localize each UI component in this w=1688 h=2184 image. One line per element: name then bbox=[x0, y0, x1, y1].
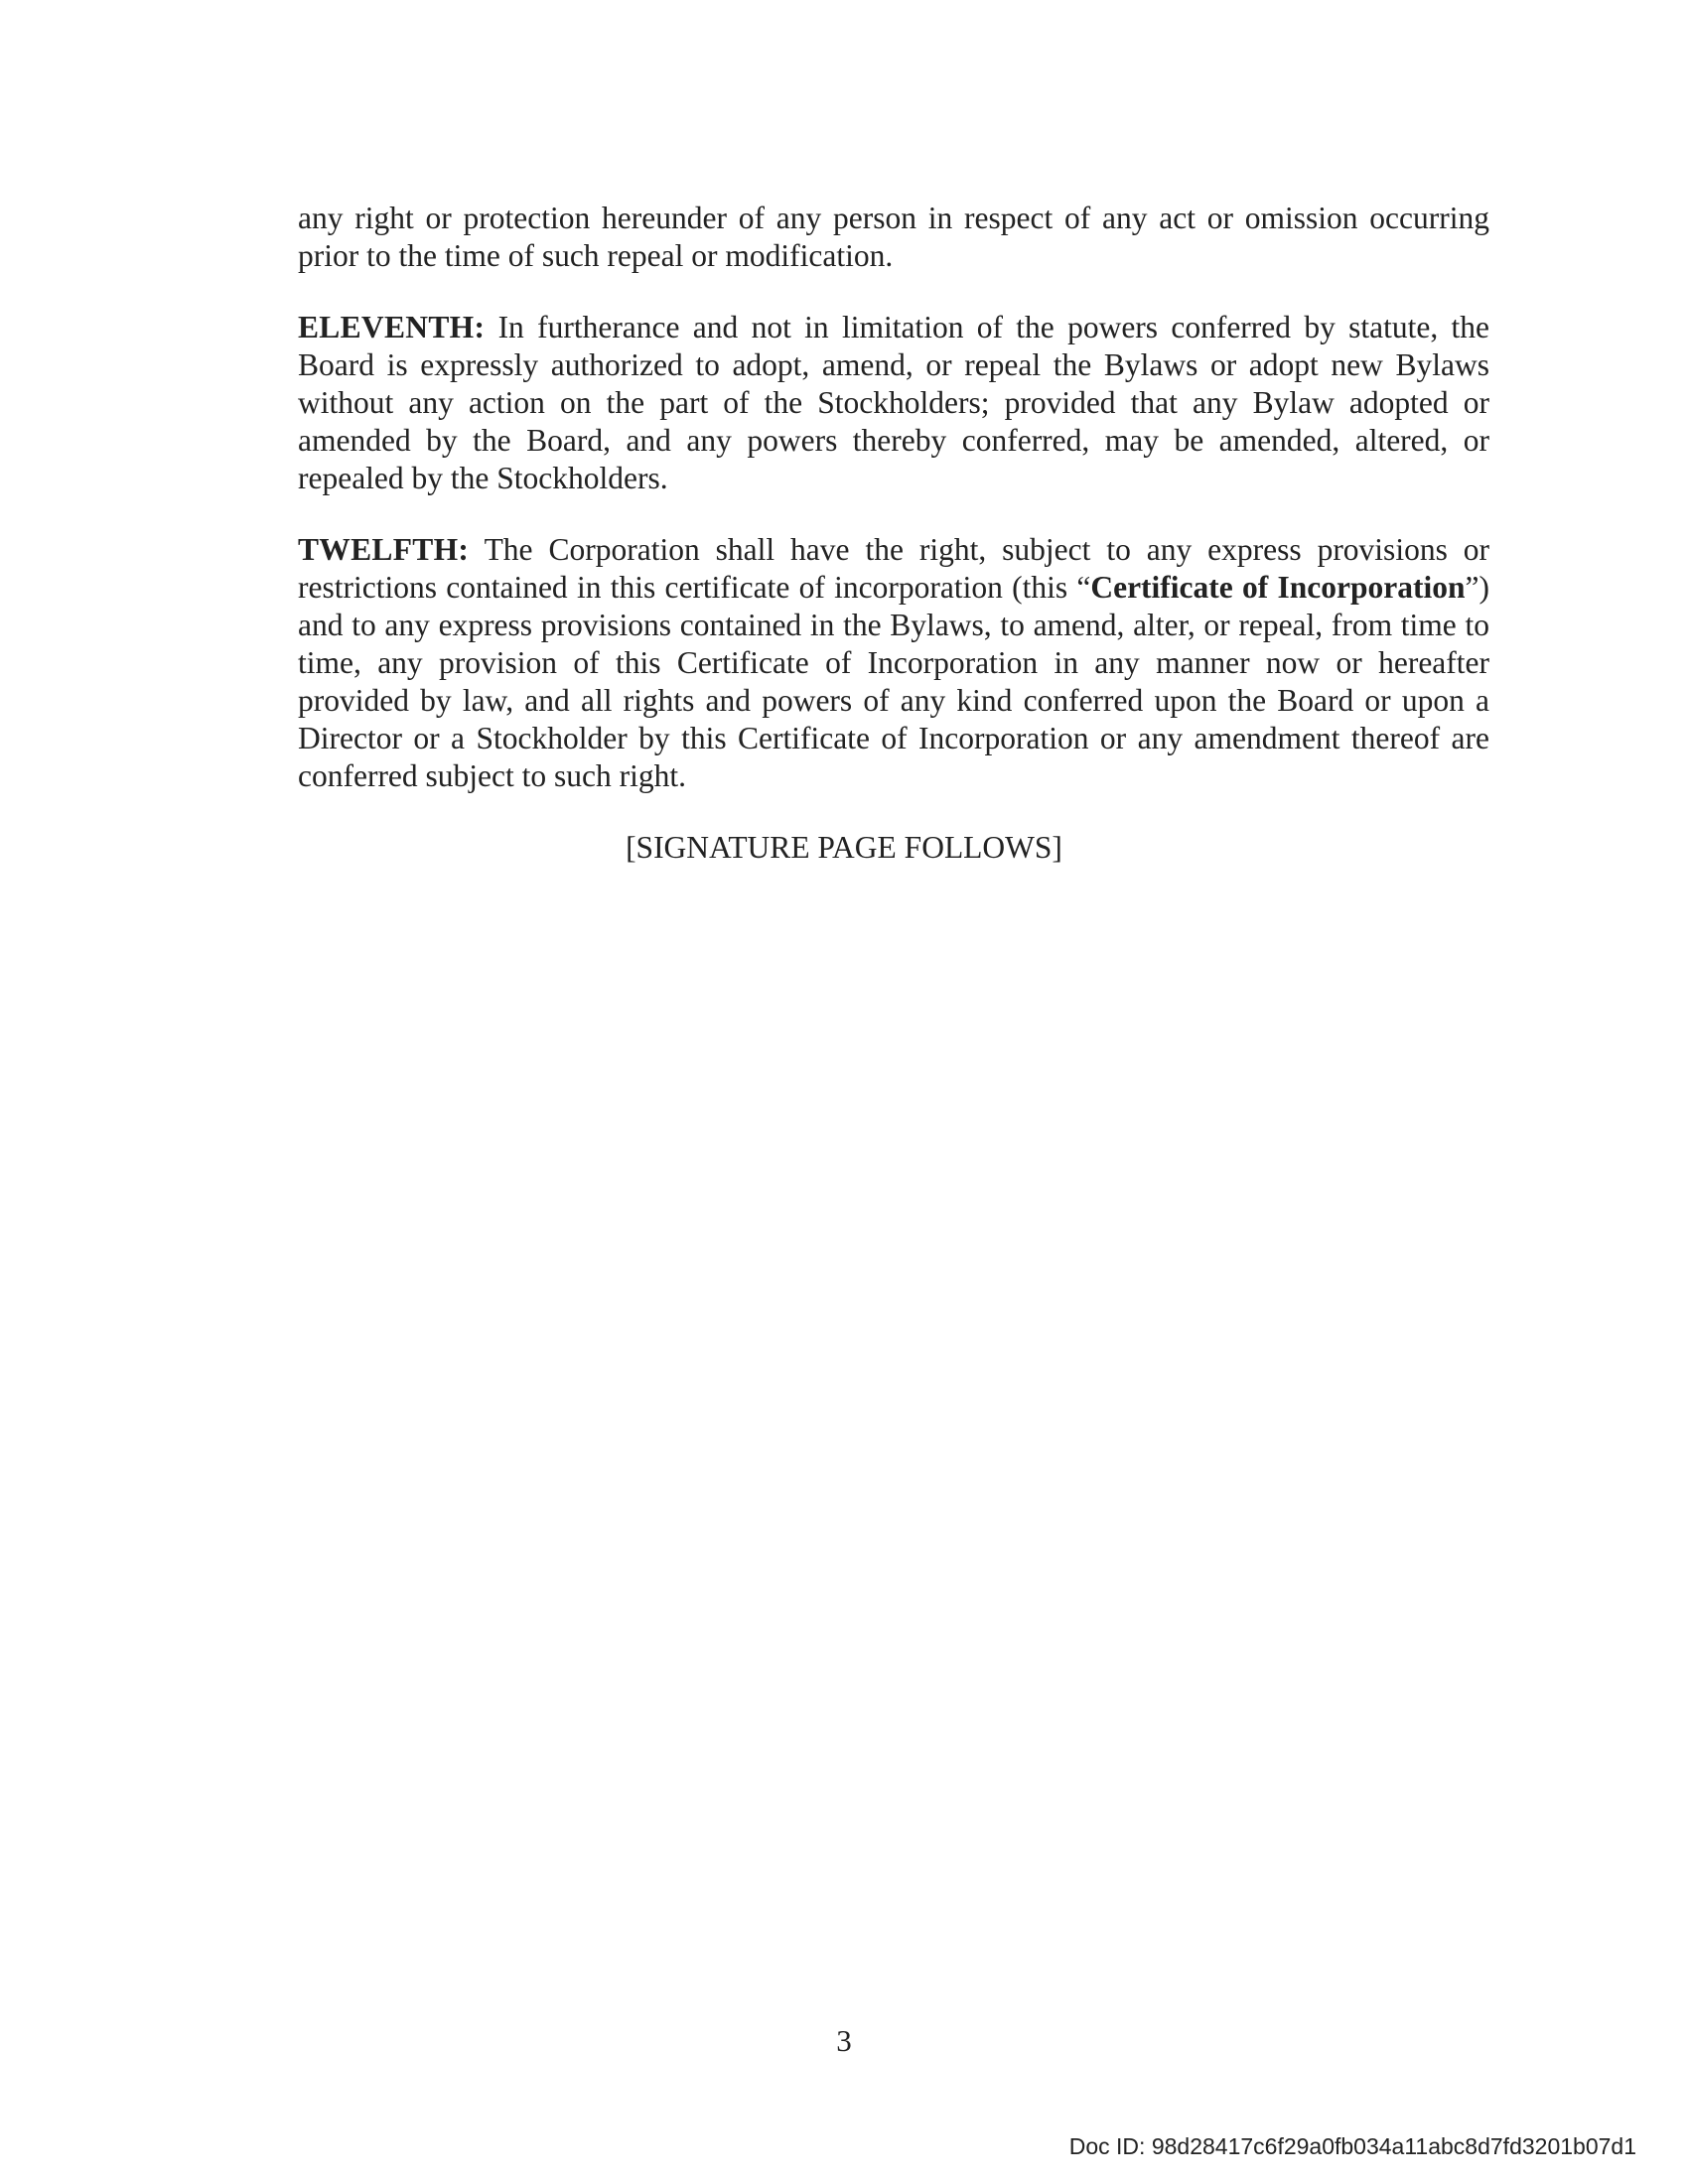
paragraph-twelfth-text-after: ”) and to any express provisions contained in the Bylaws, to amend, alter, or repeal, from time to time, any provision of this Certificate of Incorporation in any manner now or hereafter provided by law, and all rights and powers of any kind conferred upon the Board or upon a Director or a Stockholder by this Certificate of Incorporation or any amendment thereof are conferred subject to such right. bbox=[298, 570, 1489, 793]
paragraph-continuation bbox=[298, 200, 1489, 275]
paragraph-eleventh bbox=[298, 309, 1489, 497]
paragraph-eleventh-text: In furtherance and not in limitation of the powers conferred by statute, the Board is expressly authorized to adopt, amend, or repeal the Bylaws or adopt new Bylaws without any action on the part of the Stockholders; provided that any Bylaw adopted or amended by the Board, and any powers thereby conferred, may be amended, altered, or repealed by the Stockholders. bbox=[298, 310, 1490, 495]
paragraph-continuation-text: any right or protection hereunder of any person in respect of any act or omission occurring prior to the time of such repeal or modification. bbox=[298, 201, 1489, 273]
doc-id-footer: Doc ID: 98d28417c6f29a0fb034a11abc8d7fd3201b07d1 bbox=[1068, 2133, 1636, 2159]
signature-page-notice: [SIGNATURE PAGE FOLLOWS] bbox=[626, 830, 1062, 865]
article-heading-eleventh: ELEVENTH: bbox=[298, 310, 486, 344]
paragraph-twelfth-text-before: The Corporation shall have the right, subject to any express provisions or restrictions contained in this certificate of incorporation (this “ bbox=[298, 532, 1489, 605]
article-heading-twelfth: TWELFTH: bbox=[298, 532, 470, 567]
defined-term-certificate: Certificate of Incorporation bbox=[1090, 570, 1466, 605]
page-number: 3 bbox=[836, 2023, 852, 2058]
paragraph-twelfth bbox=[298, 531, 1489, 795]
